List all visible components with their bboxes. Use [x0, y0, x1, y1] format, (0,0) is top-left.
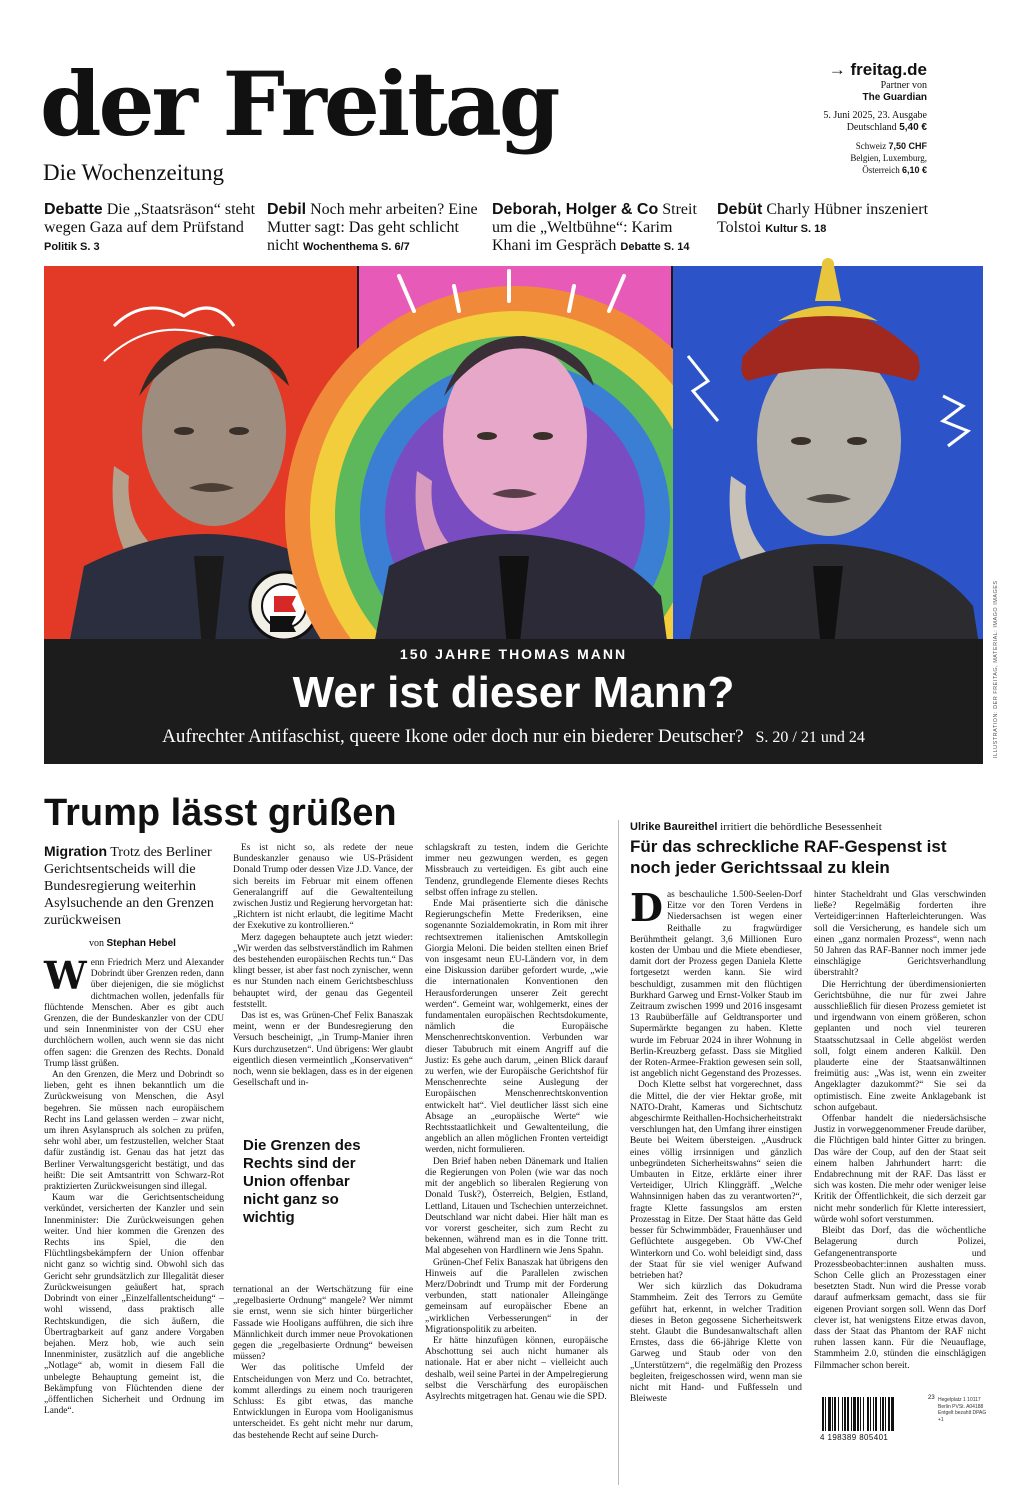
teaser-text: Noch mehr arbeiten? Eine Mutter sagt: Das geht schlicht nicht	[267, 201, 478, 254]
lead-intro: Migration Trotz des Berliner Gerichtsentscheids will die Bundesregierung weiterhin Asylsuchende an den Grenzen zurückweisen	[44, 843, 214, 928]
price-germany: Deutschland 5,40 €	[846, 122, 927, 133]
lead-byline: von Stephan Hebel	[89, 938, 176, 949]
issue-date: 5. Juni 2025, 23. Ausgabe	[823, 110, 927, 121]
teaser-text: Die „Staatsräson“ steht wegen Gaza auf dem Prüfstand	[44, 201, 256, 236]
teaser-debil[interactable]	[267, 201, 485, 256]
barcode	[820, 1395, 935, 1487]
teaser-keyword: Debüt	[717, 201, 763, 218]
teaser-keyword: Deborah, Holger & Co	[492, 201, 659, 218]
partner-line: Partner von	[880, 80, 927, 91]
teaser-keyword: Debatte	[44, 201, 103, 218]
newspaper-logo[interactable]: der Freitag	[40, 52, 558, 156]
column-divider	[618, 820, 619, 1485]
teaser-debuet[interactable]	[717, 201, 935, 238]
teaser-page-ref: Kultur S. 18	[765, 223, 827, 235]
partner-name: The Guardian	[862, 92, 927, 103]
postal-address: Hegelplatz 1 10117 Berlin PVSt. A04188 Entgelt bezahlt DPAG +1	[938, 1397, 987, 1423]
teaser-text: Charly Hübner inszeniert Tolstoi	[717, 201, 929, 236]
drop-cap: W	[44, 953, 87, 998]
lead-column-2-top: Es ist nicht so, als redete der neue Bundeskanzler genauso wie US-Präsident Donald Trump oder dessen Vize J.D. Vance, der sich bereits im Februar mit einem offenen Generalangriff auf die Gewaltenteilung zwischen Justiz und Regierung hervorgetan hat: „Richtern ist nicht erlaubt, die legitime Macht der Exekutive zu kontrollieren.“ Merz dagegen behauptete auch jetzt wieder: „Wir werden das selbstverständlich im Rahmen des bestehenden europäischen Rechts tun.“ Das klingt besser, ist aber fast noch zynischer, wenn es nur Stunden nach einem Gerichtsbeschluss behauptet wird, der genau das Gegenteil feststellt. Das ist es, was Grünen-Chef Felix Banaszak meint, wenn er der Bundesregierung den Versuch bescheinigt, „in Trump-Manier ihren Kurs durchzusetzen“. Und übrigens: Wer glaubt eigentlich diesen vermeintlich „Konservativen“ noch, wenn sie beklagen, dass es in der eigenen Gesellschaft und in-	[233, 843, 413, 1089]
comment-headline[interactable]: Für das schreckliche RAF-Gespenst ist noch jeder Gerichtssaal zu klein	[630, 837, 947, 877]
comment-column-1: Das beschauliche 1.500-Seelen-Dorf Eitze vor den Toren Verdens in Niedersachsen ist wegen einer Reithalle zu fragwürdiger Berühmtheit gelangt. 3,6 Millionen Euro kosten der Umbau und die Miete ebendieser, damit dort der Prozess gegen Daniela Klette fortgesetzt werden kann. Sie wird beschuldigt, zusammen mit den flüchtigen Burkhard Garweg und Ernst-Volker Staub im Zeitraum zwischen 1999 und 2016 insgesamt 13 Raubüberfälle auf Geldtransporter und Supermärkte begangen zu haben. Klette wurde im Februar 2024 in ihrer Wohnung in Berlin-Kreuzberg gefasst. Dass sie Mitglied der Roten-Armee-Fraktion gewesen sein soll, ist angeblich nicht Gegenstand des Prozesses. Doch Klette selbst hat vorgerechnet, dass die Mittel, die der vier Hektar große, mit NATO-Draht, Kameras und Sichtschutz abgeschirmte Reithallen-Hochsicherheitstrakt verschlungen hat, den Umfang ihrer einstigen Beute bei Weitem übersteigen. „Ausdruck eines völlig irrsinnigen und gänzlich unbegründeten Sicherheitswahns“ seien die Umbauten in Eitze, erklärte einer ihrer Verteidiger, Ulrich Klinggräff. „Welche Wahnsinnigen haben das zu verantworten?“, fragte Klette fassungslos am ersten Prozesstag in Eitze. Der Staat hätte das Geld besser für Schwimmbäder, Frauenhäuser und Geflüchtete ausgegeben. Ob VW-Chef Winterkorn und Co. wohl beleidigt sind, dass der Staat für sie viel weniger Aufwand betrieben hat? Wer sich kürzlich das Dokudrama Stammheim. Zeit des Terrors zu Gemüte geführt hat, erkennt, in welcher Tradition dieses in Beton gegossene Sicherheitswerk steht. Glaubt die Bundesanwaltschaft allen Ernstes, dass die 66-jährige Klette von Garweg und Staub oder von den „Unterstützern“, die regelmäßig den Prozess begleiten, freigeschossen wird, wenn man sie nicht mit Hand- und Fußfesseln und Bleiweste	[630, 885, 802, 1405]
portrait-panel-blue	[673, 266, 983, 671]
hero-page-ref: S. 20 / 21 und 24	[755, 729, 865, 746]
teaser-debatte[interactable]	[44, 201, 262, 256]
drop-cap: D	[630, 885, 663, 930]
price-austria: Österreich 6,10 €	[862, 165, 927, 175]
teaser-page-ref: Wochenthema S. 6/7	[303, 241, 410, 253]
portrait-panel-pink	[359, 266, 671, 671]
hero-kicker: 150 JAHRE THOMAS MANN	[399, 646, 628, 662]
hero-subtitle: Aufrechter Antifaschist, queere Ikone oder doch nur ein biederer Deutscher? S. 20 / 21 und 24	[162, 726, 865, 747]
website-link[interactable]: → freitag.de	[828, 60, 927, 79]
comment-kicker: Ulrike Baureithel irritiert die behördliche Besessenheit	[630, 821, 882, 833]
issue-meta	[747, 60, 927, 176]
lead-column-2-bottom: ternational an der Wertschätzung für eine „regelbasierte Ordnung“ mangele? Wer nimmt sie ernst, wenn sie sich hinter bürgerlicher Fassade wie Hooligans aufführen, die sich ihre Männlichkeit durch immer neue Provokationen gegen die „regelbasierte Ordnung“ beweisen müssen? Wer das politische Umfeld der Entscheidungen von Merz und Co. betrachtet, kommt allerdings zu einem noch traurigeren Schluss: Es gibt etwas, das manche Entwicklungen in Europa vom Hooliganismus unterscheidet. Es geht nicht mehr nur darum, das bestehende Recht auf seine Durch-	[233, 1285, 413, 1441]
barcode-icon	[822, 1397, 930, 1431]
price-belgium: Belgien, Luxemburg,	[850, 153, 927, 163]
teaser-deborah[interactable]	[492, 201, 710, 256]
portrait-pickelhaube-illustration	[673, 266, 983, 671]
portrait-queer-icon-illustration	[359, 266, 671, 671]
lead-column-3: schlagskraft zu testen, indem die Gerichte immer neu gezwungen werden, es gegen Missbrauch zu verteidigen. Es gibt auch eine Tendenz, grundlegende Elemente dieses Rechts selbst offen infrage zu stellen. Ende Mai präsentierte sich die dänische Regierungschefin Mette Frederiksen, eine sogenannte Sozialdemokratin, in Rom mit ihrer rechtsextremen italienischen Amtskollegin Giorgia Meloni. Die beiden stellten einen Brief von insgesamt neun EU-Ländern vor, in dem eine Diskussion darüber gefordert wurde, „wie die internationalen Konventionen den Herausforderungen unserer Zeit gerecht werden“. Gemeint war, wohlgemerkt, eines der fundamentalen europäischen Rechtsdokumente, nämlich die Europäische Menschenrechtskonvention. Verbunden war dieser Tabubruch mit einem Angriff auf die Justiz: Es gehe auch darum, „einen Blick darauf zu werfen, wie der Europäische Gerichtshof für Menschenrechte seine Auslegung der Europäischen Menschenrechtskonvention entwickelt hat“. Viel deutlicher lässt sich eine Absage an „europäische Werte“ wie Rechtsstaatlichkeit und Gewaltenteilung, die angeblich an allen möglichen Fronten verteidigt werden, nicht formulieren. Den Brief haben neben Dänemark und Italien die Regierungen von Polen (wie war das noch mit der angeblich so liberalen Regierung von Donald Tusk?), Österreich, Belgien, Estland, Lettland, Litauen und Tschechien unterzeichnet. Deutschland war nicht dabei. Hier hält man es vor vorerst gescheiter, sich zum Recht zu bekennen, während man es in die Tonne tritt. Mal abgesehen von Hardlinern wie Jens Spahn. Grünen-Chef Felix Banaszak hat übrigens den Hinweis auf die Parallelen zwischen Merz/Dobrindt und Trump mit der Forderung verbunden, statt nationaler Alleingänge gemeinsam auf europäischer Ebene an „wirklichen Verbesserungen“ in der Migrationspolitik zu arbeiten. Er hätte hinzufügen können, europäische Abschottung sei auch nicht humaner als nationale. Hat er aber nicht – vielleicht auch deshalb, weil seine Partei in der Ampelregierung selbst die Verschärfung des europäischen Asylrechts mitgetragen hat. Genau wie die SPD.	[425, 843, 608, 1402]
masthead	[40, 52, 640, 190]
barcode-issue: 23	[928, 1395, 935, 1401]
teaser-page-ref: Politik S. 3	[44, 241, 100, 253]
pull-quote: Die Grenzen des Rechts sind der Union offenbar nicht ganz so wichtig	[243, 1137, 361, 1226]
tagline: Die Wochenzeitung	[43, 160, 225, 185]
lead-headline[interactable]: Trump lässt grüßen	[44, 792, 397, 834]
teaser-keyword: Debil	[267, 201, 307, 218]
comment-column-2: hinter Stacheldraht und Glas verschwinden ließe? Regelmäßig forderten ihre Verteidiger:innen Hafterleichterungen. Was soll die Versicherung, es handele sich um einen „ganz normalen Prozess“, wenn nach 50 Jahren das RAF-Banner noch immer jede einschlägige Gerichtsverhandlung überstrahlt? Die Herrichtung der überdimensionierten Gerichtsbühne, die nur für zwei Jahre ausschließlich für diesen Prozess gemietet ist und irgendwann von einem größeren, schon geplanten und noch viel teureren Staatsschutzsaal in Celle abgelöst werden soll, folgt einem anderen Kalkül. Den plauderte eine der Staatsanwältinnen freimütig aus: „Was ist, wenn ein zweiter Angeklagter dazukommt?“ Sie sei da optimistisch. Eine zweite Anklagebank ist schon aufgebaut. Offenbar handelt die niedersächsische Justiz in vorweggenommener Freude darüber, die Flüchtigen bald hinter Gitter zu bringen. Das wäre der Coup, auf den der Staat seit einem halben Jahrhundert harrt: die Endabrechnung mit der RAF. Das lässt er sich was kosten. Die mehr oder weniger leise Kritik der Öffentlichkeit, die sich derzeit gar nicht mehr sonderlich für Klette interessiert, würde wohl sofort verstummen. Bleibt das Dorf, das die wöchentliche Belagerung durch Polizei, Gefangenentransporte und Prozessbeobachter:innen aushalten muss. Schon Celle glich an Prozesstagen einer besetzten Stadt. Nun wird die Presse vorab darauf aufmerksam gemacht, dass sie für eigenen Proviant sorgen soll. Wenn das Dorf clever ist, hat wenigstens Eitze etwas davon, dass der Staat das Phantom der RAF nicht ruhen lassen kann. Für die Neuauflage, Stammheim 2.0, stünden die einschlägigen Filmmacher schon bereit.	[814, 890, 986, 1371]
hero-title[interactable]: Wer ist dieser Mann?	[292, 668, 735, 717]
price-switzerland: Schweiz 7,50 CHF	[855, 141, 927, 151]
barcode-number: 4 198389 805401	[820, 1433, 889, 1442]
lead-column-1: Wenn Friedrich Merz und Alexander Dobrindt über Grenzen reden, dann über diejenigen, die sie möglichst dichtmachen wollen, jedenfalls für flüchtende Menschen. Aber es gibt auch Grenzen, die der Bundeskanzler von der CDU und sein Innenminister von der CSU eher durchlöchern wollen, auch wenn sie das nicht offen sagen: die Grenzen des Rechts. Donald Trump lässt grüßen. An den Grenzen, die Merz und Dobrindt so lieben, geht es ihnen bekanntlich um die Zurückweisung von Menschen, die Asyl begehren. Sie müssen nach europäischem Recht ins Land gelassen werden – zwar nicht, um ihren Asylanspruch als solchen zu prüfen, sehr wohl aber, um festzustellen, welcher Staat dafür zuständig ist. Genau das hat jetzt das Berliner Verwaltungsgericht bestätigt, und das heißt: Die seit Amtsantritt von Schwarz-Rot praktizierten Zurückweisungen sind illegal. Kaum war die Gerichtsentscheidung verkündet, versicherten der Kanzler und sein Innenminister: Die Zurückweisungen gehen weiter. Und hier kommen die Grenzen des Rechts ins Spiel, die den Flüchtlingsbekämpfern der Union offenbar nicht ganz so wichtig sind. Obwohl sich das Gericht sehr grundsätzlich zur Illegalität dieser Zurückweisungen geäußert hat, sprach Dobrindt von einer „Einzelfallentscheidung“ – wohl wissend, dass praktisch alle Rechtskundigen, die sich äußern, die Übertragbarkeit auf ganz andere Vorgaben bejahen. Merz hob, wie auch sein Innenminister, zusätzlich auf die angebliche „Notlage“ ab, womit in diesem Fall die unbelegte Behauptung gemeint ist, die Bekämpfung von Flüchtenden diene der „öffentlichen Sicherheit und Ordnung im Lande“.	[44, 953, 224, 1417]
teaser-page-ref: Debatte S. 14	[620, 241, 690, 253]
image-credit: ILLUSTRATION: DER FREITAG, MATERIAL: IMAGO IMAGES	[993, 580, 999, 758]
teaser-text: Streit um die „Weltbühne“: Karim Khani im Gespräch	[492, 201, 697, 254]
hero-illustration[interactable]	[44, 266, 983, 764]
